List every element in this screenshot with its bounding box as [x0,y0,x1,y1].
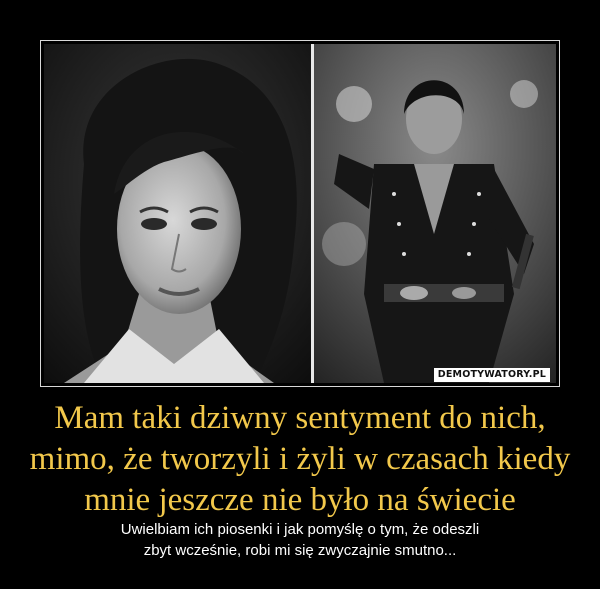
headline-line: Mam taki dziwny sentyment do nich, [54,400,546,436]
headline-line: mimo, że tworzyli i żyli w czasach kiedy [29,441,571,477]
headline-text [10,398,590,521]
subtitle-line: Uwielbiam ich piosenki i jak pomyślę o tym, że odeszli [120,521,480,538]
photo-collage [44,44,556,383]
portrait-photo-singer [314,44,556,383]
portrait-photo-woman [44,44,311,383]
headline-line: mnie jeszcze nie było na świecie [84,482,516,518]
subtitle-line: zbyt wcześnie, robi mi się zwyczajnie smutno... [143,542,457,559]
watermark-label: DEMOTYWATORY.PL [434,368,550,382]
subtitle-text [10,519,590,561]
